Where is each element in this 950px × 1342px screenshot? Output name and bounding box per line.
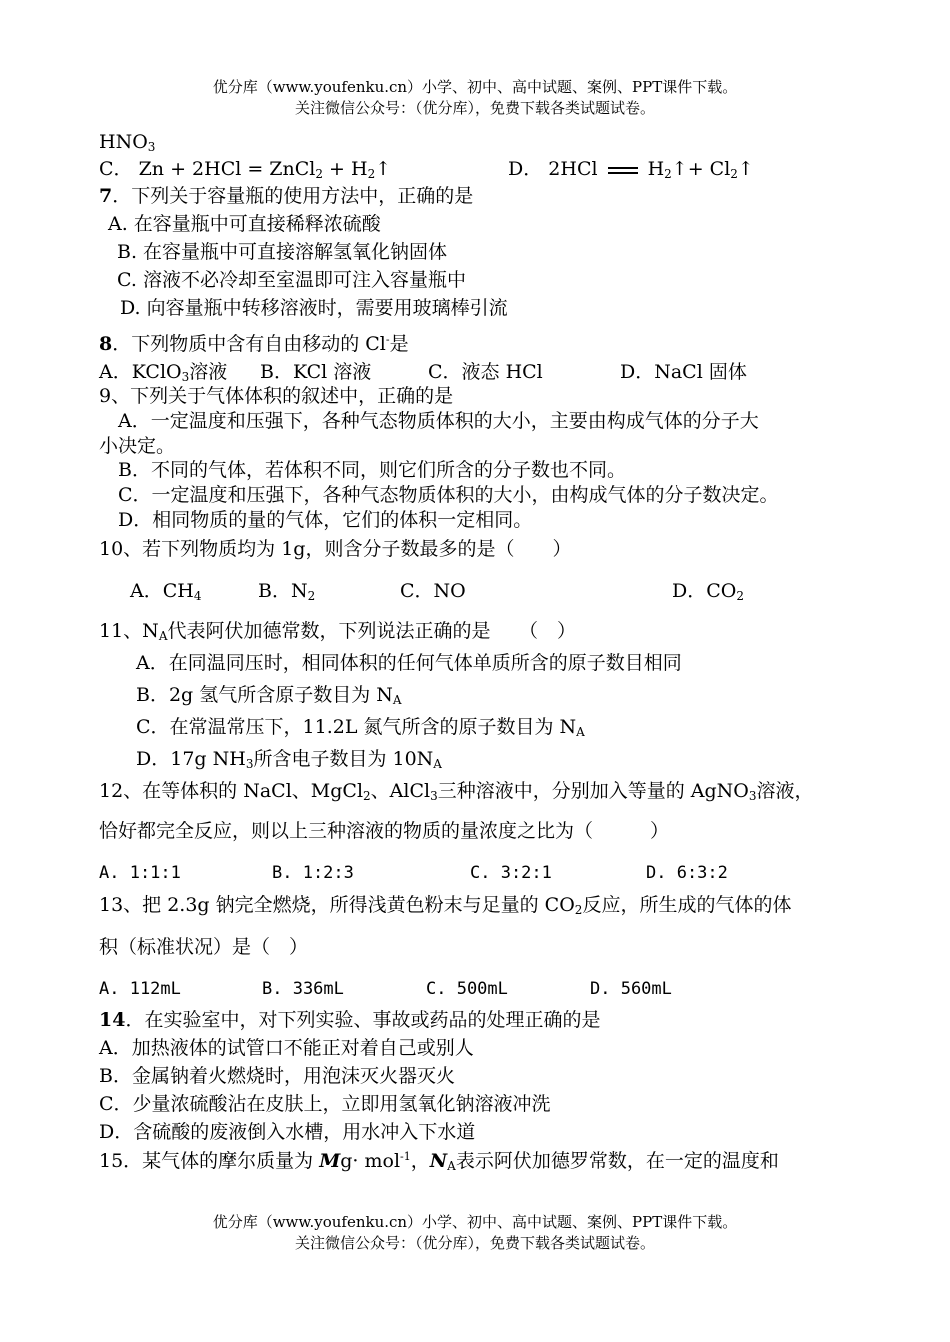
q11-option-a: A．在同温同压时，相同体积的任何气体单质所含的原子数目相同: [136, 652, 682, 674]
q7-option-b: B. 在容量瓶中可直接溶解氢氧化钠固体: [117, 241, 448, 263]
footer-line-2: 关注微信公众号：（优分库），免费下载各类试题试卷。: [294, 1234, 655, 1252]
equals-sign-icon: [608, 167, 638, 174]
header-line-1: 优分库（www.youfenku.cn）小学、初中、高中试题、案例、PPT课件下载。: [212, 78, 738, 96]
header-line-2: 关注微信公众号：（优分库），免费下载各类试题试卷。: [294, 99, 655, 117]
q9-option-a-line2: 小决定。: [99, 435, 176, 457]
q9-stem: 9、下列关于气体体积的叙述中，正确的是: [99, 385, 454, 407]
q6-option-c: C． Zn + 2HCl = ZnCl$_2$ + $H_2↑$: [99, 158, 392, 181]
q7-option-c: C. 溶液不必冷却至室温即可注入容量瓶中: [117, 269, 466, 291]
q12-option-a: A. 1:1:1: [99, 863, 181, 883]
q6-hno3: $HNO_3$: [99, 131, 156, 154]
page-header: [0, 77, 950, 119]
q12-option-b: B. 1:2:3: [272, 863, 354, 883]
q10-option-b: B．$N_2$: [258, 580, 316, 603]
q12-option-d: D. 6:3:2: [646, 863, 728, 883]
q7-option-d: D. 向容量瓶中转移溶液时，需要用玻璃棒引流: [120, 297, 508, 319]
q9-option-c: C．一定温度和压强下，各种气态物质体积的大小，由构成气体的分子数决定。: [118, 484, 779, 506]
q14-option-a: A．加热液体的试管口不能正对着自己或别人: [99, 1037, 474, 1059]
q8-option-a: A．KClO$_3$溶液: [99, 361, 228, 384]
q10-option-d: D．$CO_2$: [672, 580, 744, 603]
q8-option-d: D．NaCl 固体: [620, 361, 747, 383]
q8-stem: 8．下列物质中含有自由移动的 Cl-是: [99, 333, 409, 355]
q9-option-d: D．相同物质的量的气体，它们的体积一定相同。: [118, 509, 533, 531]
q10-option-c: C．NO: [400, 580, 466, 602]
q14-option-b: B．金属钠着火燃烧时，用泡沫灭火器灭火: [99, 1065, 455, 1087]
q13-option-b: B. 336mL: [262, 979, 344, 999]
q10-option-a: A．$CH_4$: [130, 580, 202, 603]
q13-option-c: C. 500mL: [426, 979, 508, 999]
q14-option-d: D．含硫酸的废液倒入水槽，用水冲入下水道: [99, 1121, 476, 1143]
q11-option-c: C．在常温常压下，11.2L 氮气所含的原子数目为 $N_A$: [136, 716, 585, 739]
q10-stem: 10、若下列物质均为 1g，则含分子数最多的是（ ）: [99, 538, 572, 560]
q15-stem: 15．某气体的摩尔质量为 Mg· mol$^{-1}$，$N_A$表示阿伏加德罗常数，在一定的温度和: [99, 1150, 779, 1173]
q11-option-b: B．2g 氢气所含原子数目为 $N_A$: [136, 684, 402, 707]
q7-option-a: A. 在容量瓶中可直接稀释浓硫酸: [108, 213, 381, 235]
footer-line-1: 优分库（www.youfenku.cn）小学、初中、高中试题、案例、PPT课件下载。: [212, 1213, 738, 1231]
q14-option-c: C．少量浓硫酸沾在皮肤上，立即用氢氧化钠溶液冲洗: [99, 1093, 551, 1115]
q13-option-d: D. 560mL: [590, 979, 672, 999]
q11-stem: 11、$N_A$代表阿伏加德常数，下列说法正确的是 （ ）: [99, 620, 576, 643]
q13-stem-line2: 积（标准状况）是（ ）: [99, 936, 309, 958]
q9-option-b: B．不同的气体，若体积不同，则它们所含的分子数也不同。: [118, 459, 626, 481]
q13-stem-line1: 13、把 2.3g 钠完全燃烧，所得浅黄色粉末与足量的 $CO_2$反应，所生成的气体的体: [99, 894, 792, 917]
q8-option-b: B．KCl 溶液: [260, 361, 372, 383]
q12-stem-line1: 12、在等体积的 NaCl、MgCl$_2$、AlCl$_3$三种溶液中，分别加入等量的 AgNO$_3$溶液，: [99, 780, 814, 803]
q13-option-a: A. 112mL: [99, 979, 181, 999]
q6-option-d: D． 2HCl $H_2↑+$ $Cl_2↑$: [508, 158, 754, 181]
page-footer: [0, 1212, 950, 1254]
q9-option-a-line1: A．一定温度和压强下，各种气态物质体积的大小，主要由构成气体的分子大: [118, 410, 759, 432]
q8-option-c: C．液态 HCl: [428, 361, 543, 383]
q7-stem: 7．下列关于容量瓶的使用方法中，正确的是: [99, 185, 474, 207]
q14-stem: 14．在实验室中，对下列实验、事故或药品的处理正确的是: [99, 1009, 601, 1031]
q12-option-c: C. 3:2:1: [470, 863, 552, 883]
q11-option-d: D．17g $NH_3$所含电子数目为 $10N_A$: [136, 748, 442, 771]
q12-stem-line2: 恰好都完全反应，则以上三种溶液的物质的量浓度之比为（ ）: [99, 820, 670, 842]
